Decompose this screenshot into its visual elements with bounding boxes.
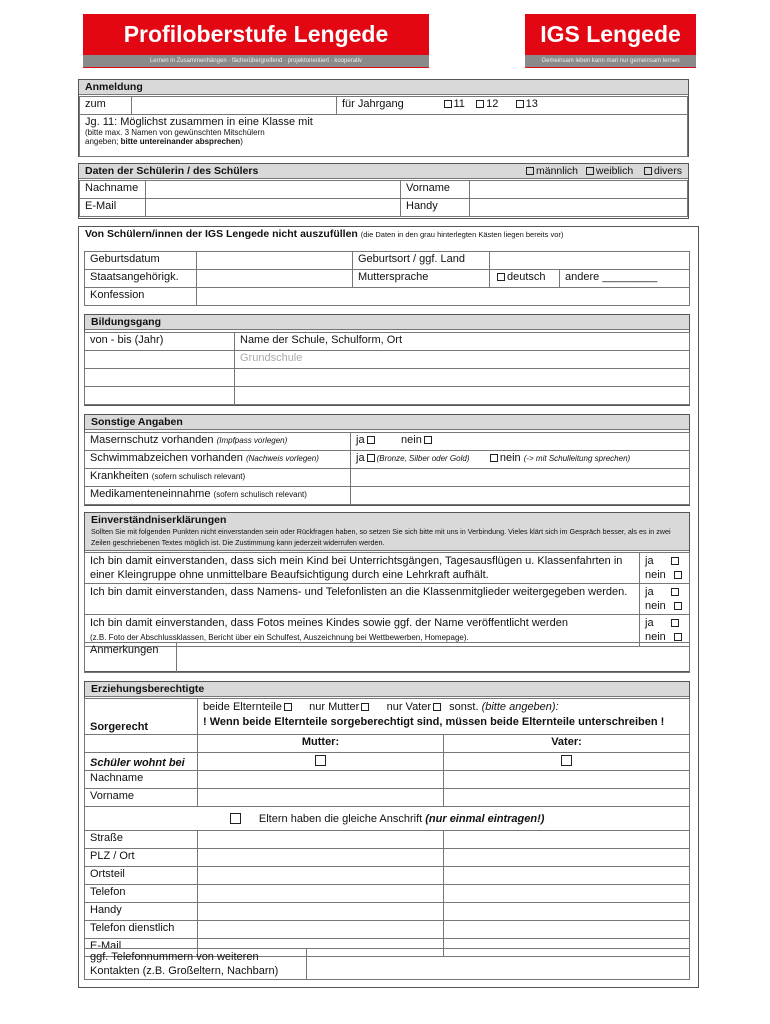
einv3-ja-checkbox[interactable] [671, 619, 679, 627]
einv-item3-options: ja nein [640, 615, 690, 647]
masern-label: Masernschutz vorhanden (Impfpass vorlegen) [85, 433, 351, 451]
einv3-nein-checkbox[interactable] [674, 633, 682, 641]
zum-label: zum [80, 97, 132, 115]
einv-item3: Ich bin damit einverstanden, dass Fotos meines Kindes sowie ggf. der Name veröffentlicht werden (z.B. Foto der Abschlussklassen, Bericht über ein Schulfest, Auszeichnung bei Wettbewerben, Homepage). [85, 615, 640, 647]
student-title [79, 164, 688, 179]
wohnt-vater-checkbox[interactable] [561, 755, 572, 766]
erz-vorname-label: Vorname [85, 789, 198, 807]
wohnt-bei-label: Schüler wohnt bei [85, 753, 198, 771]
mutter-vorname-field[interactable] [198, 789, 444, 807]
einv-header [85, 513, 689, 551]
masern-ja-checkbox[interactable] [367, 436, 375, 444]
vater-plz-field[interactable] [444, 849, 690, 867]
einv1-ja-checkbox[interactable] [671, 557, 679, 565]
bildung-years-2[interactable] [85, 369, 235, 387]
header-right [525, 14, 696, 68]
zum-field[interactable] [132, 97, 337, 115]
nachname-field[interactable] [146, 181, 401, 199]
header-left [83, 14, 429, 68]
student-title-text: Daten der Schülerin / des Schülers [85, 165, 259, 177]
geburtsort-field[interactable] [490, 252, 690, 270]
einv-intro: Sollten Sie mit folgenden Punkten nicht einverstanden sein oder Rückfragen haben, so setzen Sie sich bitte mit uns in Verbindung. Vieles klärt sich im Gespräch besser, als es in zwei Zeilen geschriebenen Textes möglich ist. Die Zustimmung kann jederzeit widerrufen werden. [91, 527, 671, 547]
masern-nein-checkbox[interactable] [424, 436, 432, 444]
weitere-field[interactable] [307, 949, 690, 980]
schwimm-nein-checkbox[interactable] [490, 454, 498, 462]
gender-diverse-checkbox[interactable] [644, 167, 652, 175]
jahrgang-label: für Jahrgang [337, 97, 437, 115]
mutter-strasse-field[interactable] [198, 831, 444, 849]
sorgerecht-label: Sorgerecht [85, 699, 198, 735]
vater-ortsteil-field[interactable] [444, 867, 690, 885]
deutsch-option[interactable]: deutsch [490, 270, 560, 288]
erziehung-title: Erziehungsberechtigte [85, 682, 689, 697]
mutter-telefon-field[interactable] [198, 885, 444, 903]
konfession-label: Konfession [85, 288, 197, 306]
erz-row-label: Ortsteil [85, 867, 198, 885]
vater-nachname-field[interactable] [444, 771, 690, 789]
einv-item1: Ich bin damit einverstanden, dass sich mein Kind bei Unterrichtsgängen, Tagesausflügen u. Klassenfahrten in einer Kleingruppe ohne unmittelbare Beaufsichtigung durch eine Lehrkraft aufhält. [85, 553, 640, 584]
mutter-nachname-field[interactable] [198, 771, 444, 789]
jg13-checkbox[interactable] [516, 100, 524, 108]
erz-row-label: Handy [85, 903, 198, 921]
igs-title: IGS Lengede [540, 21, 681, 47]
bildung-years-1[interactable] [85, 351, 235, 369]
staat-label: Staatsangehörigk. [85, 270, 197, 288]
schwimm-options: ja (Bronze, Silber oder Gold) nein (-> mit Schulleitung sprechen) [351, 451, 690, 469]
jg11-note: (bitte max. 3 Namen von gewünschten Mitschülern angeben; bitte untereinander absprechen) [85, 128, 265, 146]
krank-label: Krankheiten (sofern schulisch relevant) [85, 469, 351, 487]
bildung-col1: von - bis (Jahr) [85, 333, 235, 351]
handy-label: Handy [401, 199, 470, 217]
section-anmeldung [78, 79, 689, 157]
gender-male-checkbox[interactable] [526, 167, 534, 175]
vorname-label: Vorname [401, 181, 470, 199]
andere-option[interactable]: andere _________ [560, 270, 690, 288]
igs-title: Von Schülern/innen der IGS Lengede nicht auszufüllen (die Daten in den grau hinterlegten Kästen liegen bereits vor) [79, 227, 698, 241]
anmerkungen-field[interactable] [177, 643, 690, 673]
weitere-label: ggf. Telefonnummern von weiteren Kontakten (z.B. Großeltern, Nachbarn) [85, 949, 307, 980]
jg13-label: 13 [525, 98, 538, 110]
wohnt-mutter [198, 753, 444, 771]
konfession-field[interactable] [197, 288, 690, 306]
einv2-nein-checkbox[interactable] [674, 602, 682, 610]
bildung-years-3[interactable] [85, 387, 235, 405]
krank-field[interactable] [351, 469, 690, 487]
mutter-header: Mutter: [198, 735, 444, 753]
igs-subtitle: Gemeinsam leben kann man nur gemeinsam lernen [525, 55, 696, 67]
anmeldung-title: Anmeldung [79, 80, 688, 95]
masern-options: ja nein [351, 433, 690, 451]
bildung-school-2[interactable] [235, 369, 690, 387]
einv1-nein-checkbox[interactable] [674, 571, 682, 579]
vater-telefon-field[interactable] [444, 885, 690, 903]
sorgerecht-warning: ! Wenn beide Elternteile sorgeberechtigt sind, müssen beide Elternteile unterschreiben ! [203, 716, 665, 728]
einv-table [84, 552, 690, 647]
vater-checkbox[interactable] [433, 703, 441, 711]
vorname-field[interactable] [470, 181, 688, 199]
einv-item1-options: ja nein [640, 553, 690, 584]
nachname-label: Nachname [80, 181, 146, 199]
mutter-checkbox[interactable] [361, 703, 369, 711]
jg11-wish[interactable] [80, 115, 688, 157]
mutter-label: Muttersprache [353, 270, 490, 288]
weitere-table [84, 948, 690, 980]
wohnt-mutter-checkbox[interactable] [315, 755, 326, 766]
erziehung-table [84, 698, 690, 957]
vater-vorname-field[interactable] [444, 789, 690, 807]
section-bildung [84, 314, 690, 406]
bildung-school-1[interactable]: Grundschule [235, 351, 690, 369]
gender-female-checkbox[interactable] [586, 167, 594, 175]
mutter-dienstlich-field[interactable] [198, 921, 444, 939]
mutter-handy-field[interactable] [198, 903, 444, 921]
erz-row-label: PLZ / Ort [85, 849, 198, 867]
schwimm-ja-checkbox[interactable] [367, 454, 375, 462]
bildung-col2: Name der Schule, Schulform, Ort [235, 333, 690, 351]
anmerkungen-label: Anmerkungen [85, 643, 177, 673]
staat-field[interactable] [197, 270, 353, 288]
wohnt-vater [444, 753, 690, 771]
beide-checkbox[interactable] [284, 703, 292, 711]
email-label: E-Mail [80, 199, 146, 217]
einv-title: Einverständniserklärungen [91, 514, 227, 526]
sorgerecht-options: beide Elternteile nur Mutter nur Vater sonst. (bitte angeben): ! Wenn beide Elternteile sorgeberechtigt sind, müssen beide Elternteile unterschreiben ! [198, 699, 690, 735]
sonstige-table [84, 432, 690, 505]
vater-strasse-field[interactable] [444, 831, 690, 849]
erz-row-label: Telefon dienstlich [85, 921, 198, 939]
section-student [78, 163, 689, 219]
einv-item2: Ich bin damit einverstanden, dass Namens- und Telefonlisten an die Klassenmitglieder weitergegeben werden. [85, 584, 640, 615]
vater-header: Vater: [444, 735, 690, 753]
jg11-label-text: Jg. 11: Möglichst zusammen in eine Klasse mit [85, 116, 313, 128]
sonstige-title: Sonstige Angaben [85, 415, 689, 430]
gleiche-anschrift-row: Eltern haben die gleiche Anschrift (nur einmal eintragen!) [85, 807, 690, 831]
jahrgang-options [437, 97, 688, 115]
erz-nachname-label: Nachname [85, 771, 198, 789]
erz-row-label: Straße [85, 831, 198, 849]
einv2-ja-checkbox[interactable] [671, 588, 679, 596]
jg11-checkbox[interactable] [444, 100, 452, 108]
schwimm-label: Schwimmabzeichen vorhanden (Nachweis vorlegen) [85, 451, 351, 469]
vater-dienstlich-field[interactable] [444, 921, 690, 939]
bildung-table [84, 332, 690, 405]
section-sonstige [84, 414, 690, 506]
einv-item2-options: ja nein [640, 584, 690, 615]
mutter-plz-field[interactable] [198, 849, 444, 867]
jg12-label: 12 [486, 98, 499, 110]
medi-label: Medikamenteneinnahme (sofern schulisch relevant) [85, 487, 351, 505]
gender-options: männlich weiblich divers [524, 165, 682, 177]
school-subtitle: Lernen in Zusammenhängen · fächerübergreifend · projektorientiert · kooperativ [83, 55, 429, 67]
mutter-ortsteil-field[interactable] [198, 867, 444, 885]
medi-field[interactable] [351, 487, 690, 505]
bildung-title: Bildungsgang [85, 315, 689, 330]
geburtsdatum-label: Geburtsdatum [85, 252, 197, 270]
gleiche-anschrift-checkbox[interactable] [230, 813, 241, 824]
school-title: Profiloberstufe Lengede [123, 21, 389, 47]
igs-table [84, 251, 690, 306]
geburtsort-label: Geburtsort / ggf. Land [353, 252, 490, 270]
vater-handy-field[interactable] [444, 903, 690, 921]
handy-field[interactable] [470, 199, 688, 217]
bildung-school-3[interactable] [235, 387, 690, 405]
deutsch-checkbox[interactable] [497, 273, 505, 281]
email-field[interactable] [146, 199, 401, 217]
erz-row-label: Telefon [85, 885, 198, 903]
anmerkungen-table [84, 642, 690, 673]
geburtsdatum-field[interactable] [197, 252, 353, 270]
anmeldung-table [79, 96, 688, 157]
student-table [79, 180, 688, 217]
jg11-label: 11 [453, 98, 465, 110]
erz-blank [85, 735, 198, 753]
erz-row-label: E-Mail [85, 939, 198, 957]
jg12-checkbox[interactable] [476, 100, 484, 108]
section-einverstaendnis [84, 512, 690, 672]
